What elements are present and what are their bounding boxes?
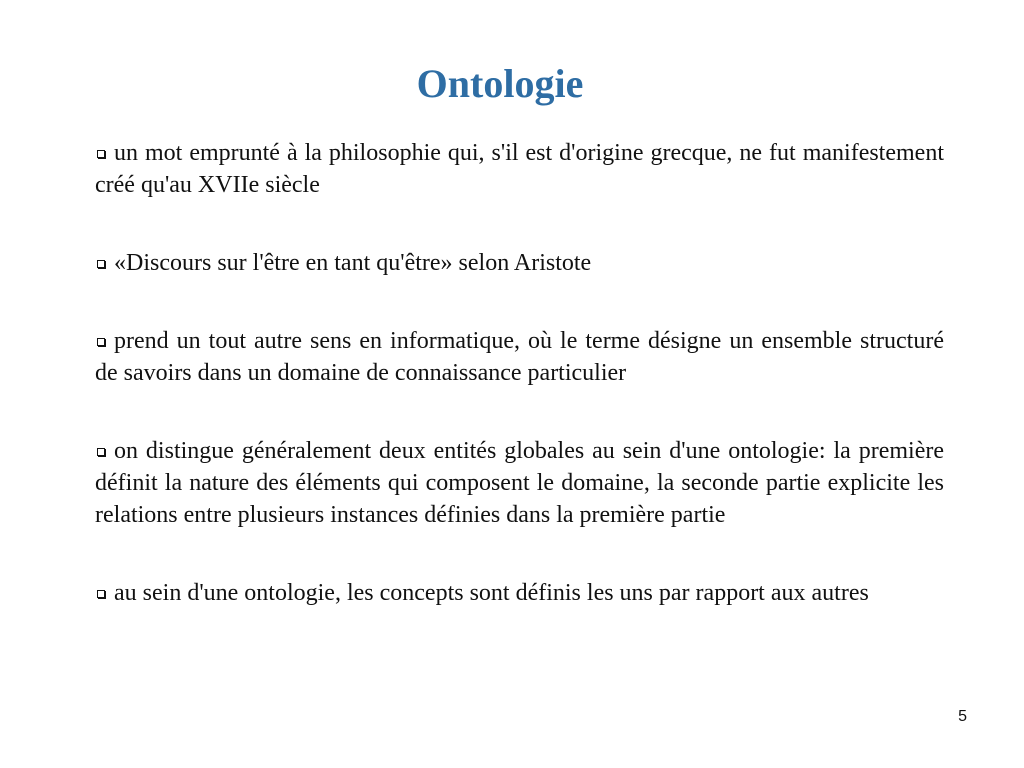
slide-title: Ontologie	[416, 61, 584, 106]
square-bullet-icon	[97, 260, 105, 268]
bullet-item	[95, 137, 944, 201]
bullet-list	[95, 137, 944, 609]
bullet-text: «Discours sur l'être en tant qu'être» selon Aristote	[114, 250, 592, 276]
bullet-text: un mot emprunté à la philosophie qui, s'il est d'origine grecque, ne fut manifestement créé qu'au XVIIe siècle	[95, 140, 944, 198]
bullet-item	[95, 247, 944, 279]
bullet-item	[95, 577, 944, 609]
square-bullet-icon	[97, 448, 105, 456]
square-bullet-icon	[97, 150, 105, 158]
bullet-item	[95, 435, 944, 531]
bullet-text: on distingue généralement deux entités globales au sein d'une ontologie: la première définit la nature des éléments qui composent le domaine, la seconde partie explicite les relations entre plusieurs instances définies dans la première partie	[95, 438, 944, 528]
bullet-text: prend un tout autre sens en informatique, où le terme désigne un ensemble structuré de savoirs dans un domaine de connaissance particulier	[95, 328, 944, 386]
bullet-text: au sein d'une ontologie, les concepts sont définis les uns par rapport aux autres	[114, 580, 869, 606]
square-bullet-icon	[97, 590, 105, 598]
page-number: 5	[958, 708, 967, 725]
bullet-item	[95, 325, 944, 389]
square-bullet-icon	[97, 338, 105, 346]
